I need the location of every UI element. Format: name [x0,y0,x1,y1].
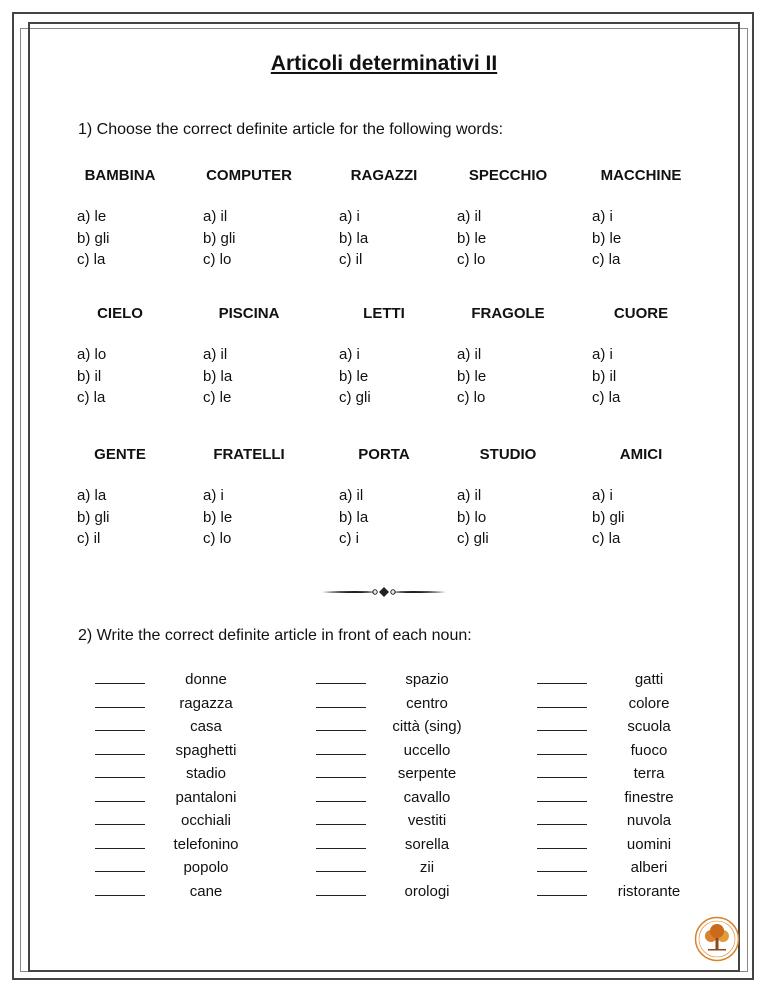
article-blank-line[interactable] [316,824,366,825]
target-word: RAGAZZI [350,167,418,184]
answer-option[interactable]: b) le [457,229,487,247]
answer-option[interactable]: c) lo [457,389,486,406]
answer-option[interactable]: c) lo [203,530,232,547]
page-border-inner [28,22,740,972]
target-word: STUDIO [479,446,537,463]
answer-option[interactable]: a) il [457,208,482,225]
target-word: CIELO [97,305,143,322]
answer-option[interactable]: a) la [77,487,107,504]
article-blank-line[interactable] [95,895,145,896]
answer-option[interactable]: a) i [339,208,360,225]
noun-label: stadio [185,765,227,782]
answer-option[interactable]: a) il [339,487,364,504]
article-blank-line[interactable] [316,895,366,896]
noun-label: città (sing) [392,718,462,735]
article-blank-line[interactable] [537,683,587,684]
target-word: AMICI [619,446,663,463]
answer-option[interactable]: c) la [592,530,621,547]
article-blank-line[interactable] [537,801,587,802]
noun-label: pantaloni [175,788,237,806]
answer-option[interactable]: c) le [203,389,232,406]
noun-label: scuola [627,718,671,735]
answer-option[interactable]: c) i [339,530,359,547]
answer-option[interactable]: b) gli [203,229,236,247]
answer-option[interactable]: b) le [203,508,233,526]
article-blank-line[interactable] [316,848,366,849]
answer-option[interactable]: a) le [77,208,107,225]
article-blank-line[interactable] [95,777,145,778]
target-word: LETTI [363,305,405,322]
answer-option[interactable]: c) la [592,389,621,406]
noun-label: zii [419,859,435,876]
article-blank-line[interactable] [316,871,366,872]
answer-option[interactable]: b) lo [457,508,487,526]
noun-label: sorella [404,835,450,853]
article-blank-line[interactable] [537,848,587,849]
article-blank-line[interactable] [95,801,145,802]
article-blank-line[interactable] [316,683,366,684]
section1-instruction: 1) Choose the correct definite article for the following words: [78,121,504,138]
answer-option[interactable]: c) il [339,251,363,268]
answer-option[interactable]: b) la [203,367,233,385]
answer-option[interactable]: b) gli [77,229,110,247]
noun-label: ragazza [179,694,233,712]
answer-option[interactable]: a) i [592,346,613,363]
noun-label: spaghetti [175,741,237,759]
answer-option[interactable]: b) le [592,229,622,247]
answer-option[interactable]: a) il [203,208,228,225]
article-blank-line[interactable] [95,707,145,708]
answer-option[interactable]: c) lo [457,251,486,268]
noun-label: telefonino [173,835,239,853]
target-word: CUORE [613,305,669,322]
noun-label: cane [189,882,223,900]
answer-option[interactable]: c) lo [203,251,232,268]
ornament-divider-icon [320,585,448,599]
target-word: PISCINA [218,305,280,322]
noun-label: spazio [405,671,449,688]
answer-option[interactable]: a) i [592,208,613,225]
noun-label: finestre [624,788,674,806]
article-blank-line[interactable] [95,848,145,849]
noun-label: gatti [634,671,664,688]
answer-option[interactable]: b) le [339,367,369,385]
noun-label: fuoco [630,741,668,759]
target-word: FRAGOLE [471,305,545,322]
noun-label: occhiali [180,812,232,829]
answer-option[interactable]: a) il [203,346,228,363]
article-blank-line[interactable] [95,730,145,731]
article-blank-line[interactable] [537,754,587,755]
section2-instruction: 2) Write the correct definite article in front of each noun: [78,627,472,644]
target-word: FRATELLI [213,446,285,463]
answer-option[interactable]: c) la [592,251,621,268]
article-blank-line[interactable] [95,824,145,825]
answer-option[interactable]: b) gli [592,508,625,526]
noun-label: casa [190,718,222,735]
article-blank-line[interactable] [537,777,587,778]
answer-option[interactable]: c) gli [339,389,371,406]
answer-option[interactable]: a) il [457,346,482,363]
article-blank-line[interactable] [316,777,366,778]
noun-label: alberi [630,859,668,876]
article-blank-line[interactable] [95,683,145,684]
answer-option[interactable]: b) le [457,367,487,385]
worksheet-title: Articoli determinativi II [270,52,498,75]
target-word: BAMBINA [84,167,156,184]
answer-option[interactable]: c) la [77,251,106,268]
article-blank-line[interactable] [316,754,366,755]
answer-option[interactable]: b) la [339,229,369,247]
article-blank-line[interactable] [537,707,587,708]
noun-label: terra [633,765,665,782]
answer-option[interactable]: b) il [77,367,102,385]
article-blank-line[interactable] [316,707,366,708]
answer-option[interactable]: b) gli [77,508,110,526]
article-blank-line[interactable] [537,871,587,872]
target-word: SPECCHIO [468,167,548,184]
answer-option[interactable]: b) la [339,508,369,526]
article-blank-line[interactable] [316,730,366,731]
answer-option[interactable]: a) i [592,487,613,504]
noun-label: centro [406,694,448,712]
answer-option[interactable]: a) i [203,487,224,504]
target-word: COMPUTER [206,167,292,184]
target-word: MACCHINE [600,167,682,184]
noun-label: ristorante [617,882,681,900]
noun-label: serpente [397,765,457,782]
answer-option[interactable]: a) il [457,487,482,504]
answer-option[interactable]: a) i [339,346,360,363]
answer-option[interactable]: c) il [77,530,101,547]
article-blank-line[interactable] [537,824,587,825]
noun-label: uomini [626,835,672,853]
article-blank-line[interactable] [537,730,587,731]
answer-option[interactable]: b) il [592,367,617,385]
article-blank-line[interactable] [95,871,145,872]
noun-label: cavallo [403,788,451,806]
article-blank-line[interactable] [316,801,366,802]
noun-label: popolo [183,859,229,876]
article-blank-line[interactable] [95,754,145,755]
target-word: GENTE [94,446,146,463]
answer-option[interactable]: a) lo [77,346,107,363]
target-word: PORTA [358,446,410,463]
answer-option[interactable]: c) la [77,389,106,406]
article-blank-line[interactable] [537,895,587,896]
noun-label: donne [185,671,227,688]
noun-label: colore [628,694,670,712]
noun-label: vestiti [407,812,447,829]
the-happy-maple-logo [694,916,740,962]
noun-label: uccello [403,741,451,759]
noun-label: nuvola [626,812,672,829]
noun-label: orologi [404,882,450,900]
answer-option[interactable]: c) gli [457,530,489,547]
